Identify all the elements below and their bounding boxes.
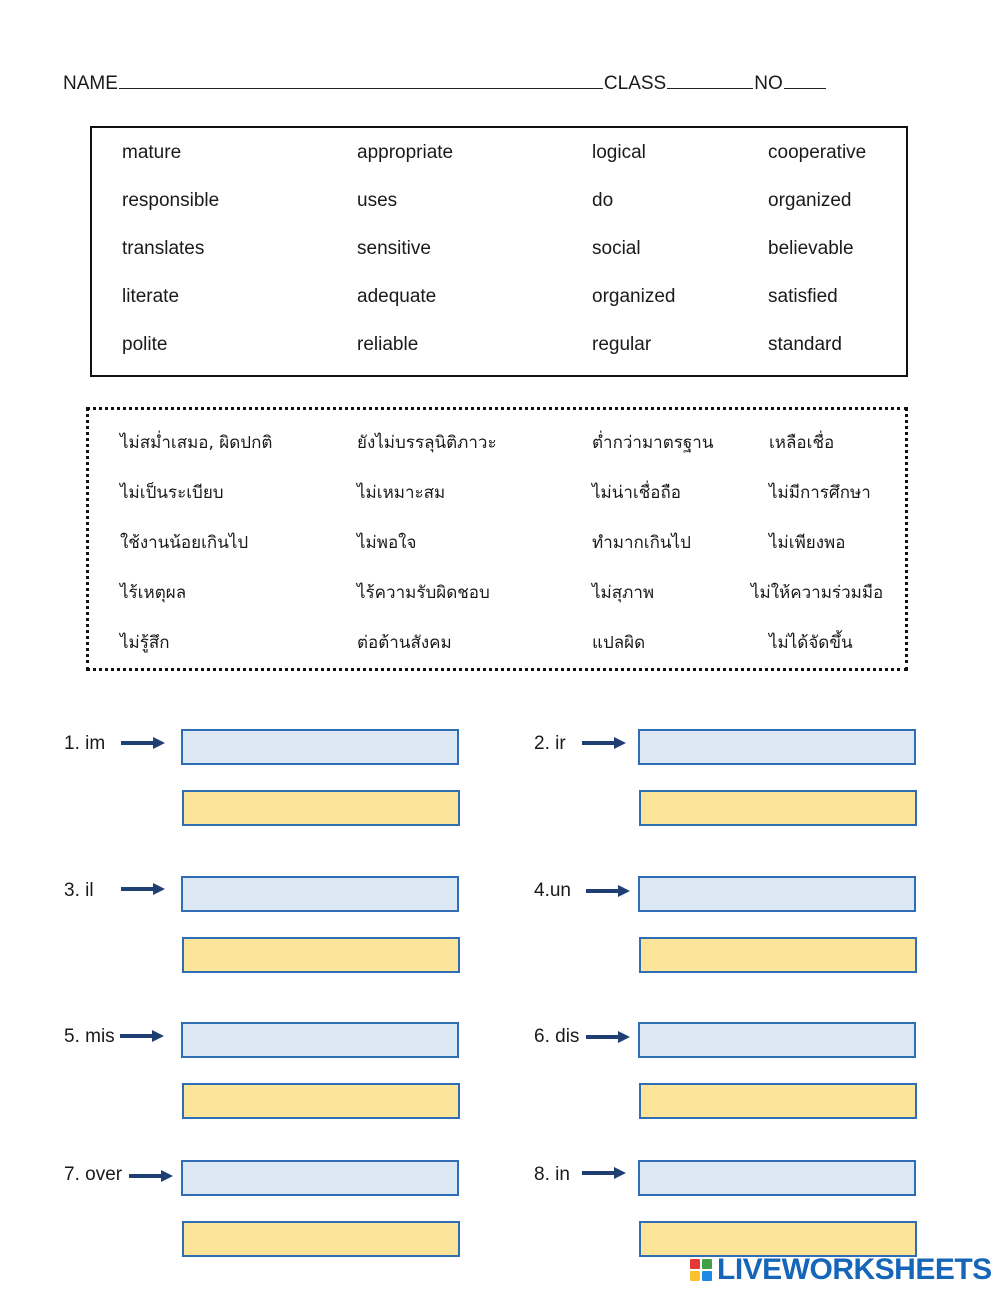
class-blank[interactable] [667,70,753,89]
prefix-label-mis: 5. mis [64,1026,115,1047]
thai-meaning-item: แปลผิด [592,633,646,653]
prefix-label-dis: 6. dis [534,1026,580,1047]
word-bank-item: satisfied [768,286,838,307]
thai-meaning-item: ทำมากเกินไป [592,533,691,553]
prefix-label-im: 1. im [64,733,106,754]
word-bank-item: translates [122,238,205,259]
answer-input-im-thai[interactable] [182,790,460,826]
word-bank-item: standard [768,334,842,355]
thai-meaning-item: ใช้งานน้อยเกินไป [120,533,249,553]
answer-input-ir-english[interactable] [638,729,916,765]
liveworksheets-logo [690,1254,992,1286]
word-bank-item: do [592,190,614,211]
thai-meaning-item: ไม่เป็นระเบียบ [120,483,224,503]
right-arrow-icon [582,737,626,749]
thai-meaning-item: ไม่สุภาพ [592,583,655,603]
logo-square [690,1271,700,1281]
word-bank-item: logical [592,142,646,163]
logo-square [690,1259,700,1269]
thai-meaning-item: ไร้ความรับผิดชอบ [357,583,490,603]
word-bank-item: believable [768,238,854,259]
answer-input-in-english[interactable] [638,1160,916,1196]
right-arrow-icon [120,1030,164,1042]
word-bank-item: uses [357,190,398,211]
right-arrow-icon [582,1167,626,1179]
thai-meaning-item: ไม่ให้ความร่วมมือ [751,583,884,603]
no-blank[interactable] [784,70,826,89]
answer-input-dis-thai[interactable] [639,1083,917,1119]
answer-input-mis-thai[interactable] [182,1083,460,1119]
no-label: NO [754,73,783,94]
thai-meaning-item: ต่อต้านสังคม [357,633,452,653]
word-bank-item: mature [122,142,182,163]
word-bank-item: social [592,238,641,259]
word-bank-item: sensitive [357,238,431,259]
logo-square [702,1271,712,1281]
answer-input-im-english[interactable] [181,729,459,765]
answer-input-mis-english[interactable] [181,1022,459,1058]
name-blank[interactable] [119,70,603,89]
answer-input-un-thai[interactable] [639,937,917,973]
right-arrow-icon [586,1031,630,1043]
right-arrow-icon [586,885,630,897]
prefix-label-un: 4.un [534,880,571,901]
answer-input-in-thai[interactable] [639,1221,917,1257]
thai-meaning-item: ไม่ได้จัดขึ้น [769,633,853,653]
word-bank-item: adequate [357,286,437,307]
thai-meaning-item: ไม่สม่ำเสมอ, ผิดปกติ [120,433,273,453]
word-bank-item: literate [122,286,180,307]
thai-meaning-item: ไม่เหมาะสม [357,483,446,503]
answer-input-dis-english[interactable] [638,1022,916,1058]
answer-input-un-english[interactable] [638,876,916,912]
logo-text: LIVEWORKSHEETS [717,1253,992,1286]
thai-meaning-item: เหลือเชื่อ [769,433,835,453]
thai-meaning-item: ไม่พอใจ [357,533,417,553]
thai-meaning-item: ไม่น่าเชื่อถือ [592,483,681,503]
word-bank-item: cooperative [768,142,867,163]
logo-square [702,1259,712,1269]
prefix-label-in: 8. in [534,1164,570,1185]
thai-meaning-item: ยังไม่บรรลุนิติภาวะ [357,433,497,453]
prefix-label-over: 7. over [64,1164,123,1185]
right-arrow-icon [129,1170,173,1182]
word-bank-item: polite [122,334,168,355]
right-arrow-icon [121,883,165,895]
answer-input-ir-thai[interactable] [639,790,917,826]
class-label: CLASS [603,73,667,94]
name-label: NAME [63,73,118,94]
word-bank-item: responsible [122,190,220,211]
word-bank-item: appropriate [357,142,454,163]
header-line [63,70,827,95]
answer-input-over-thai[interactable] [182,1221,460,1257]
answer-input-over-english[interactable] [181,1160,459,1196]
prefix-label-il: 3. il [64,880,94,901]
prefix-label-ir: 2. ir [534,733,566,754]
liveworksheets-logo-icon [690,1259,712,1281]
word-bank-item: regular [592,334,652,355]
answer-input-il-thai[interactable] [182,937,460,973]
word-bank-item: reliable [357,334,419,355]
thai-meaning-item: ไม่รู้สึก [120,633,170,653]
thai-meaning-item: ไม่เพียงพอ [769,533,846,553]
word-bank-item: organized [592,286,676,307]
word-bank-item: organized [768,190,852,211]
thai-meaning-bank [86,407,908,671]
thai-meaning-item: ไร้เหตุผล [120,583,187,603]
thai-meaning-item: ไม่มีการศึกษา [769,483,871,503]
right-arrow-icon [121,737,165,749]
answer-input-il-english[interactable] [181,876,459,912]
thai-meaning-item: ต่ำกว่ามาตรฐาน [592,433,714,453]
word-bank [90,126,908,377]
